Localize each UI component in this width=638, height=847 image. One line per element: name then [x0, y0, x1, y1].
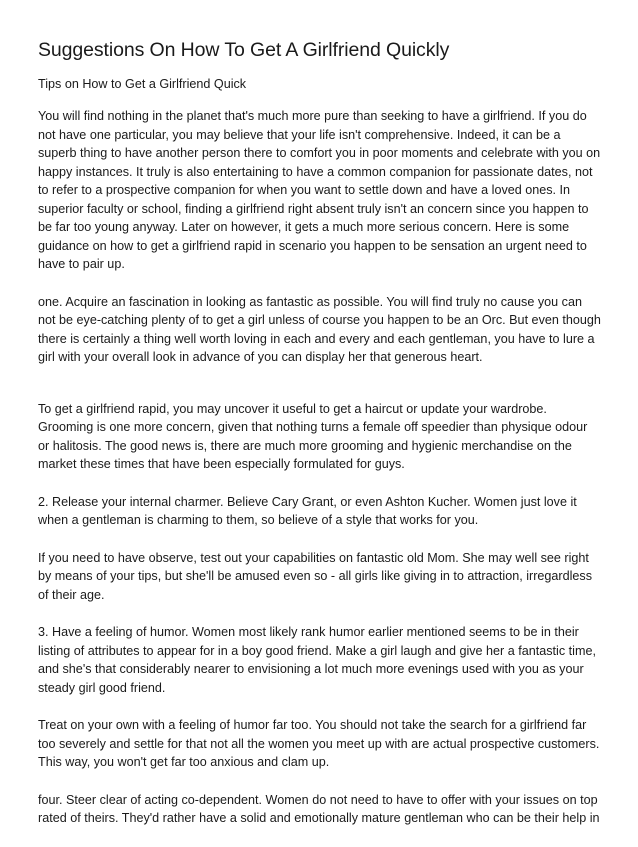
paragraph-tip-4: four. Steer clear of acting co-dependent. Women do not need to have to offer with your issues on top rated of theirs. They'd rather have a solid and emotionally mature gentleman who can be their help in — [38, 792, 600, 825]
paragraph-intro: You will find nothing in the planet that's much more pure than seeking to have a girlfriend. If you do not have one particular, you may believe that your life isn't comprehensive. Indeed, it can be a superb thing to have another person there to comfort you in poor moments and celebrate with you on happy instances. It truly is also entertaining to have a common companion for passionate dates, not to refer to a prospective companion for when you want to settle down and have a loved ones. In superior faculty or school, finding a girlfriend right absent truly isn't an concern since you happen to be far too young anyway. Later on however, it gets a much more serious concern. Here is some guidance on how to get a girlfriend rapid in scenario you happen to be sensation an urgent need to have to pair up. — [38, 109, 601, 271]
paragraph-tip-2-detail: If you need to have observe, test out your capabilities on fantastic old Mom. She may well see right by means of your tips, but she'll be amused even so - all girls like giving in to attraction, irregardless of their age. — [38, 550, 592, 602]
paragraph-tip-3-detail: Treat on your own with a feeling of humor far too. You should not take the search for a girlfriend far too severely and settle for that not all the women you meet up with are actual prospective customers. This way, you won't get far too anxious and clam up. — [38, 718, 600, 769]
paragraph-tip-1: one. Acquire an fascination in looking as fantastic as possible. You will find truly no cause you can not be eye-catching plenty of to get a girl unless of course you happen to be an Orc. But even though there is certainly a thing well worth loving in each and every and each gentleman, you have to lure a girl with your overall look in advance of you can display her that generous heart. — [38, 294, 601, 364]
paragraph-tip-3: 3. Have a feeling of humor. Women most likely rank humor earlier mentioned seems to be in their listing of attributes to appear for in a boy good friend. Make a girl laugh and give her a fantastic time, and she's that considerably nearer to envisioning a lot much more evenings used with you as your steady girl good friend. — [38, 625, 596, 695]
document-page — [38, 37, 602, 847]
paragraph-tip-2: 2. Release your internal charmer. Believe Cary Grant, or even Ashton Kucher. Women just love it when a gentleman is charming to them, so believe of a style that works for you. — [38, 494, 577, 527]
paragraph-tip-1-detail: To get a girlfriend rapid, you may uncover it useful to get a haircut or update your wardrobe. Grooming is one more concern, given that nothing turns a female off speedier than physique odour or halitosis. The good news is, there are much more grooming and hygienic merchandise on the market these times that have been especially formulated for guys. — [38, 401, 588, 471]
document-title: Suggestions On How To Get A Girlfriend Quickly — [38, 39, 450, 61]
document-subtitle: Tips on How to Get a Girlfriend Quick — [38, 77, 247, 91]
